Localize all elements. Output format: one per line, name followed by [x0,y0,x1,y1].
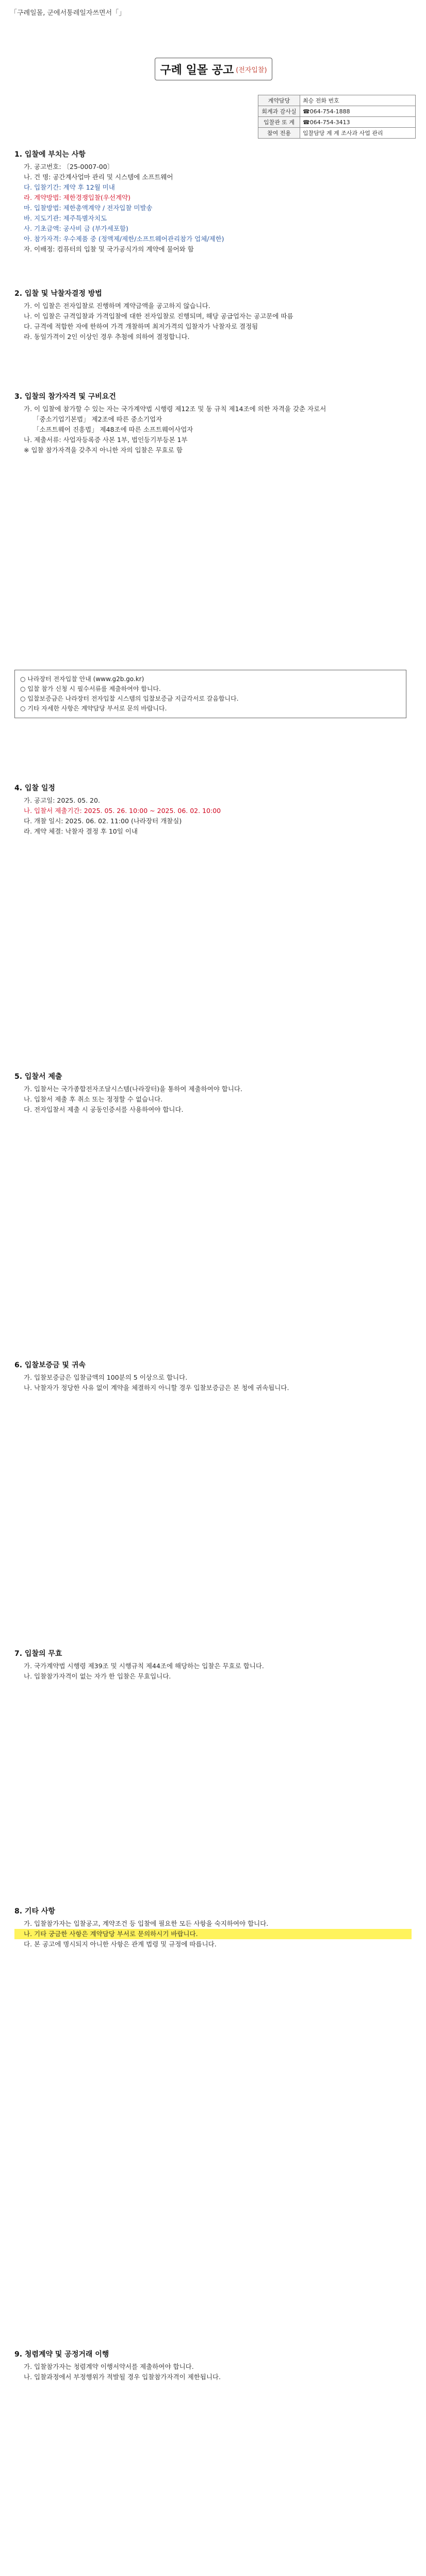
contact-value: ☎064-754-1888 [300,106,416,117]
contact-key: 입찰관 또 계 [258,117,300,128]
section-line: 나. 입찰서 제출 후 취소 또는 정정할 수 없습니다. [24,1095,163,1103]
contact-table [258,95,416,139]
section-line: 가. 입찰보증금은 입찰금액의 100분의 5 이상으로 합니다. [24,1374,188,1381]
section-title: 8. 기타 사항 [14,1907,55,1916]
title-main: 구례 일몰 공고 [160,63,234,77]
section-title: 6. 입찰보증금 및 귀속 [14,1361,86,1369]
section-line: 다. 전자입찰서 제출 시 공동인증서를 사용하여야 합니다. [24,1106,184,1113]
section-line: 나. 입찰서 제출기간: 2025. 05. 26. 10:00 ~ 2025. 06. 02. 10:00 [24,807,221,815]
section-line: 가. 국가계약법 시행령 제39조 및 시행규칙 제44조에 해당하는 입찰은 무효로 합니다. [24,1662,264,1670]
section-4 [14,783,412,837]
section-line: 바. 지도기관: 제주특별자치도 [24,214,107,222]
section-line: 가. 입찰참가자는 입찰공고, 계약조건 등 입찰에 필요한 모든 사항을 숙지하여야 합니다. [24,1920,269,1927]
section-line: 나. 낙찰자가 정당한 사유 없이 계약을 체결하지 아니할 경우 입찰보증금은 본 청에 귀속됩니다. [24,1384,289,1392]
section-line: 다. 규격에 적합한 자에 한하여 가격 개찰하며 최저가격의 입찰자가 낙찰자로 결정됨 [24,323,258,330]
section-title: 7. 입찰의 무효 [14,1650,62,1658]
section-line: 나. 입찰참가자격이 없는 자가 한 입찰은 무효입니다. [24,1672,171,1680]
section-9 [14,2349,412,2382]
section-line: 다. 입찰기간: 계약 후 12월 미내 [24,183,115,191]
section-6 [14,1360,412,1393]
section-line: 라. 계약 체결: 낙찰자 결정 후 10일 이내 [24,827,138,835]
section-line: 다. 본 공고에 명시되지 아니한 사항은 관계 법령 및 규정에 따릅니다. [24,1940,217,1948]
section-title: 4. 입찰 일정 [14,784,55,792]
section-line: 나. 기타 궁금한 사항은 계약담당 부서로 문의하시기 바랍니다. [14,1929,412,1939]
contact-row [258,95,416,106]
contact-row [258,106,416,117]
section-2 [14,289,412,342]
section-title: 3. 입찰의 참가자격 및 구비요건 [14,393,116,401]
contact-value: 입찰담당 계 계 조사과 사업 관리 [300,128,416,139]
section-8 [14,1906,412,1950]
section-5 [14,1072,412,1115]
section-line: 「소프트웨어 진흥법」 제48조에 따른 소프트웨어사업자 [33,426,193,433]
box-line: ○ 나라장터 전자입찰 안내 (www.g2b.go.kr) [20,675,144,683]
section-line: 아. 참가자격: 우수제품 중 (정액제/제한/소프트웨어관리참가 업체/제한) [24,235,224,243]
notice-box [14,670,406,718]
section-line: 나. 건 명: 공간계사업마 관리 및 시스템에 소프트웨어 [24,173,173,181]
top-note: 「구례일몰, 군에서통레일자쓰면서「」 [10,9,126,17]
section-line: 자. 이배정: 컴퓨터의 입찰 및 국가공식가의 계약에 물어와 함 [24,245,194,253]
section-line: 가. 공고번호: 〔25-0007-00〕 [24,163,114,171]
contact-value: 최승 전화 번호 [300,95,416,106]
section-line: ※ 입찰 참가자격을 갖추지 아니한 자의 입찰은 무효로 함 [24,446,183,454]
contact-key: 회계과 감사실 [258,106,300,117]
section-line: 나. 이 입찰은 규격입찰과 가격입찰에 대한 전자입찰로 진행되며, 해당 공급업자는 공고문에 따름 [24,312,293,320]
section-line: 마. 입찰방법: 제한총액계약 / 전자입찰 미발송 [24,204,153,212]
section-line: 가. 입찰서는 국가종합전자조달시스템(나라장터)을 통하여 제출하여야 합니다. [24,1085,242,1093]
section-line: 라. 동일가격이 2인 이상인 경우 추첨에 의하여 결정합니다. [24,333,190,341]
section-3 [14,392,412,455]
section-title: 5. 입찰서 제출 [14,1073,62,1081]
section-title: 1. 입찰에 부치는 사항 [14,150,86,159]
contact-value: ☎064-754-3413 [300,117,416,128]
section-line: 다. 개찰 일시: 2025. 06. 02. 11:00 (나라장터 개찰실) [24,817,182,825]
contact-row [258,117,416,128]
section-line: 사. 기초금액: 공사비 금 (부가세포함) [24,225,128,232]
section-line: 가. 공고일: 2025. 05. 20. [24,796,100,804]
section-7 [14,1649,412,1682]
section-line: 가. 입찰참가자는 청렴계약 이행서약서를 제출하여야 합니다. [24,2363,194,2370]
section-title: 9. 청렴계약 및 공정거래 이행 [14,2350,109,2359]
section-line: 나. 제출서류: 사업자등록증 사본 1부, 법인등기부등본 1부 [24,436,188,444]
box-line: ○ 기타 자세한 사항은 계약담당 부서로 문의 바랍니다. [20,705,167,712]
box-line: ○ 입찰보증금은 나라장터 전자입찰 시스템의 입찰보증금 지급각서로 갈음합니다. [20,695,239,702]
contact-key: 참여 전용 [258,128,300,139]
contact-row [258,128,416,139]
section-line: 「중소기업기본법」 제2조에 따른 중소기업자 [33,415,162,423]
title-sub: (전자입찰) [236,66,267,74]
box-line: ○ 입찰 참가 신청 시 필수서류를 제출하여야 합니다. [20,685,161,692]
section-line: 가. 이 입찰에 참가할 수 있는 자는 국가계약법 시행령 제12조 및 동 규칙 제14조에 의한 자격을 갖춘 자로서 [24,405,326,413]
section-line: 라. 계약방법: 제한경쟁입찰(우선계약) [24,194,131,201]
page-title [155,58,272,80]
section-line: 가. 이 입찰은 전자입찰로 진행하며 계약금액을 공고하지 않습니다. [24,302,210,310]
section-line: 나. 입찰과정에서 부정행위가 적발될 경우 입찰참가자격이 제한됩니다. [24,2373,221,2381]
contact-key: 계약담당 [258,95,300,106]
section-1 [14,149,412,255]
section-title: 2. 입찰 및 낙찰자결정 방법 [14,290,102,298]
